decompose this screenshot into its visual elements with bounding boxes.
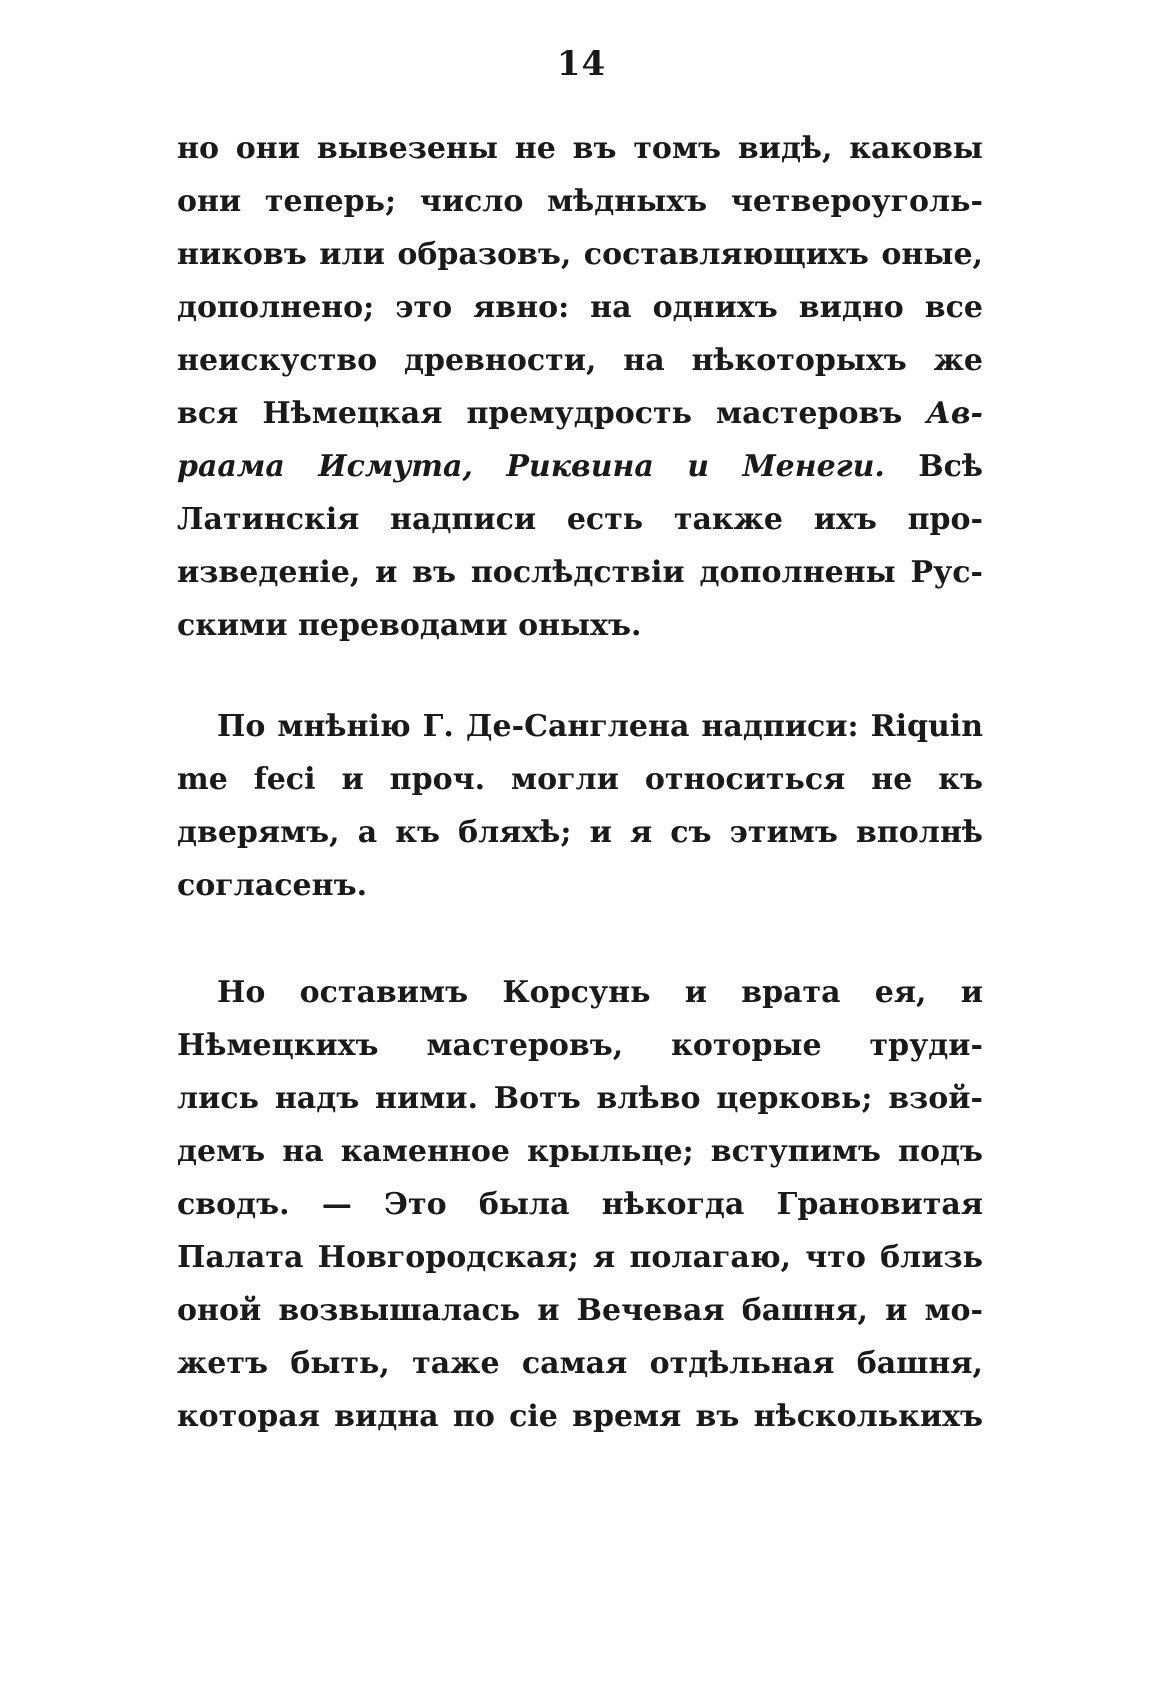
text-line: скими переводами оныхъ. — [177, 608, 642, 643]
text-line: жетъ быть, таже самая отдѣльная башня, — [177, 1346, 983, 1381]
text-line: которая видна по сіе время въ нѣсколькихъ — [177, 1399, 983, 1434]
text-line: согласенъ. — [177, 868, 368, 903]
text-line: Но оставимъ Корсунь и врата ея, и — [217, 975, 983, 1010]
text-line: неискуство древности, на нѣкоторыхъ же — [177, 343, 983, 378]
text-line: дополнено; это явно: на однихъ видно все — [177, 290, 983, 325]
italic-name: раама Исмута, Риквина и Менеги. — [177, 449, 885, 484]
page-number: 14 — [556, 44, 607, 84]
text-line: демъ на каменное крыльце; вступимъ подъ — [177, 1134, 983, 1169]
text-line: дверямъ, а къ бляхѣ; и я съ этимъ вполнѣ — [177, 815, 983, 850]
text-line: оной возвышалась и Вечевая башня, и мо- — [177, 1293, 983, 1328]
text-line: изведеніе, и въ послѣдствіи дополнены Рус- — [177, 555, 983, 590]
paragraph-3 — [177, 966, 983, 1443]
text-line: никовъ или образовъ, составляющихъ оные, — [177, 237, 983, 272]
paragraph-1 — [177, 122, 983, 652]
text-line: но они вывезены не въ томъ видѣ, каковы — [177, 131, 983, 166]
text-line-with-italic: раама Исмута, Риквина и Менеги. Всѣ — [177, 449, 983, 484]
text-line: они теперь; число мѣдныхъ четвероуголь- — [177, 184, 983, 219]
text-line: сводъ. — Это была нѣкогда Грановитая — [177, 1187, 983, 1222]
paragraph-2 — [177, 700, 983, 912]
text-line: лись надъ ними. Вотъ влѣво церковь; взой- — [177, 1081, 983, 1116]
text-line: me feci и проч. могли относиться не къ — [177, 762, 983, 797]
text-line-with-italic: вся Нѣмецкая премудрость мастеровъ Ав- — [177, 396, 983, 431]
text-line: Нѣмецкихъ мастеровъ, которые труди- — [177, 1028, 983, 1063]
text-line: Латинскія надписи есть также ихъ про- — [177, 502, 983, 537]
text-line: Палата Новгородская; я полагаю, что близь — [177, 1240, 983, 1275]
text-line: По мнѣнію Г. Де-Санглена надписи: Riquin — [217, 709, 983, 744]
italic-name: Ав- — [926, 396, 983, 431]
